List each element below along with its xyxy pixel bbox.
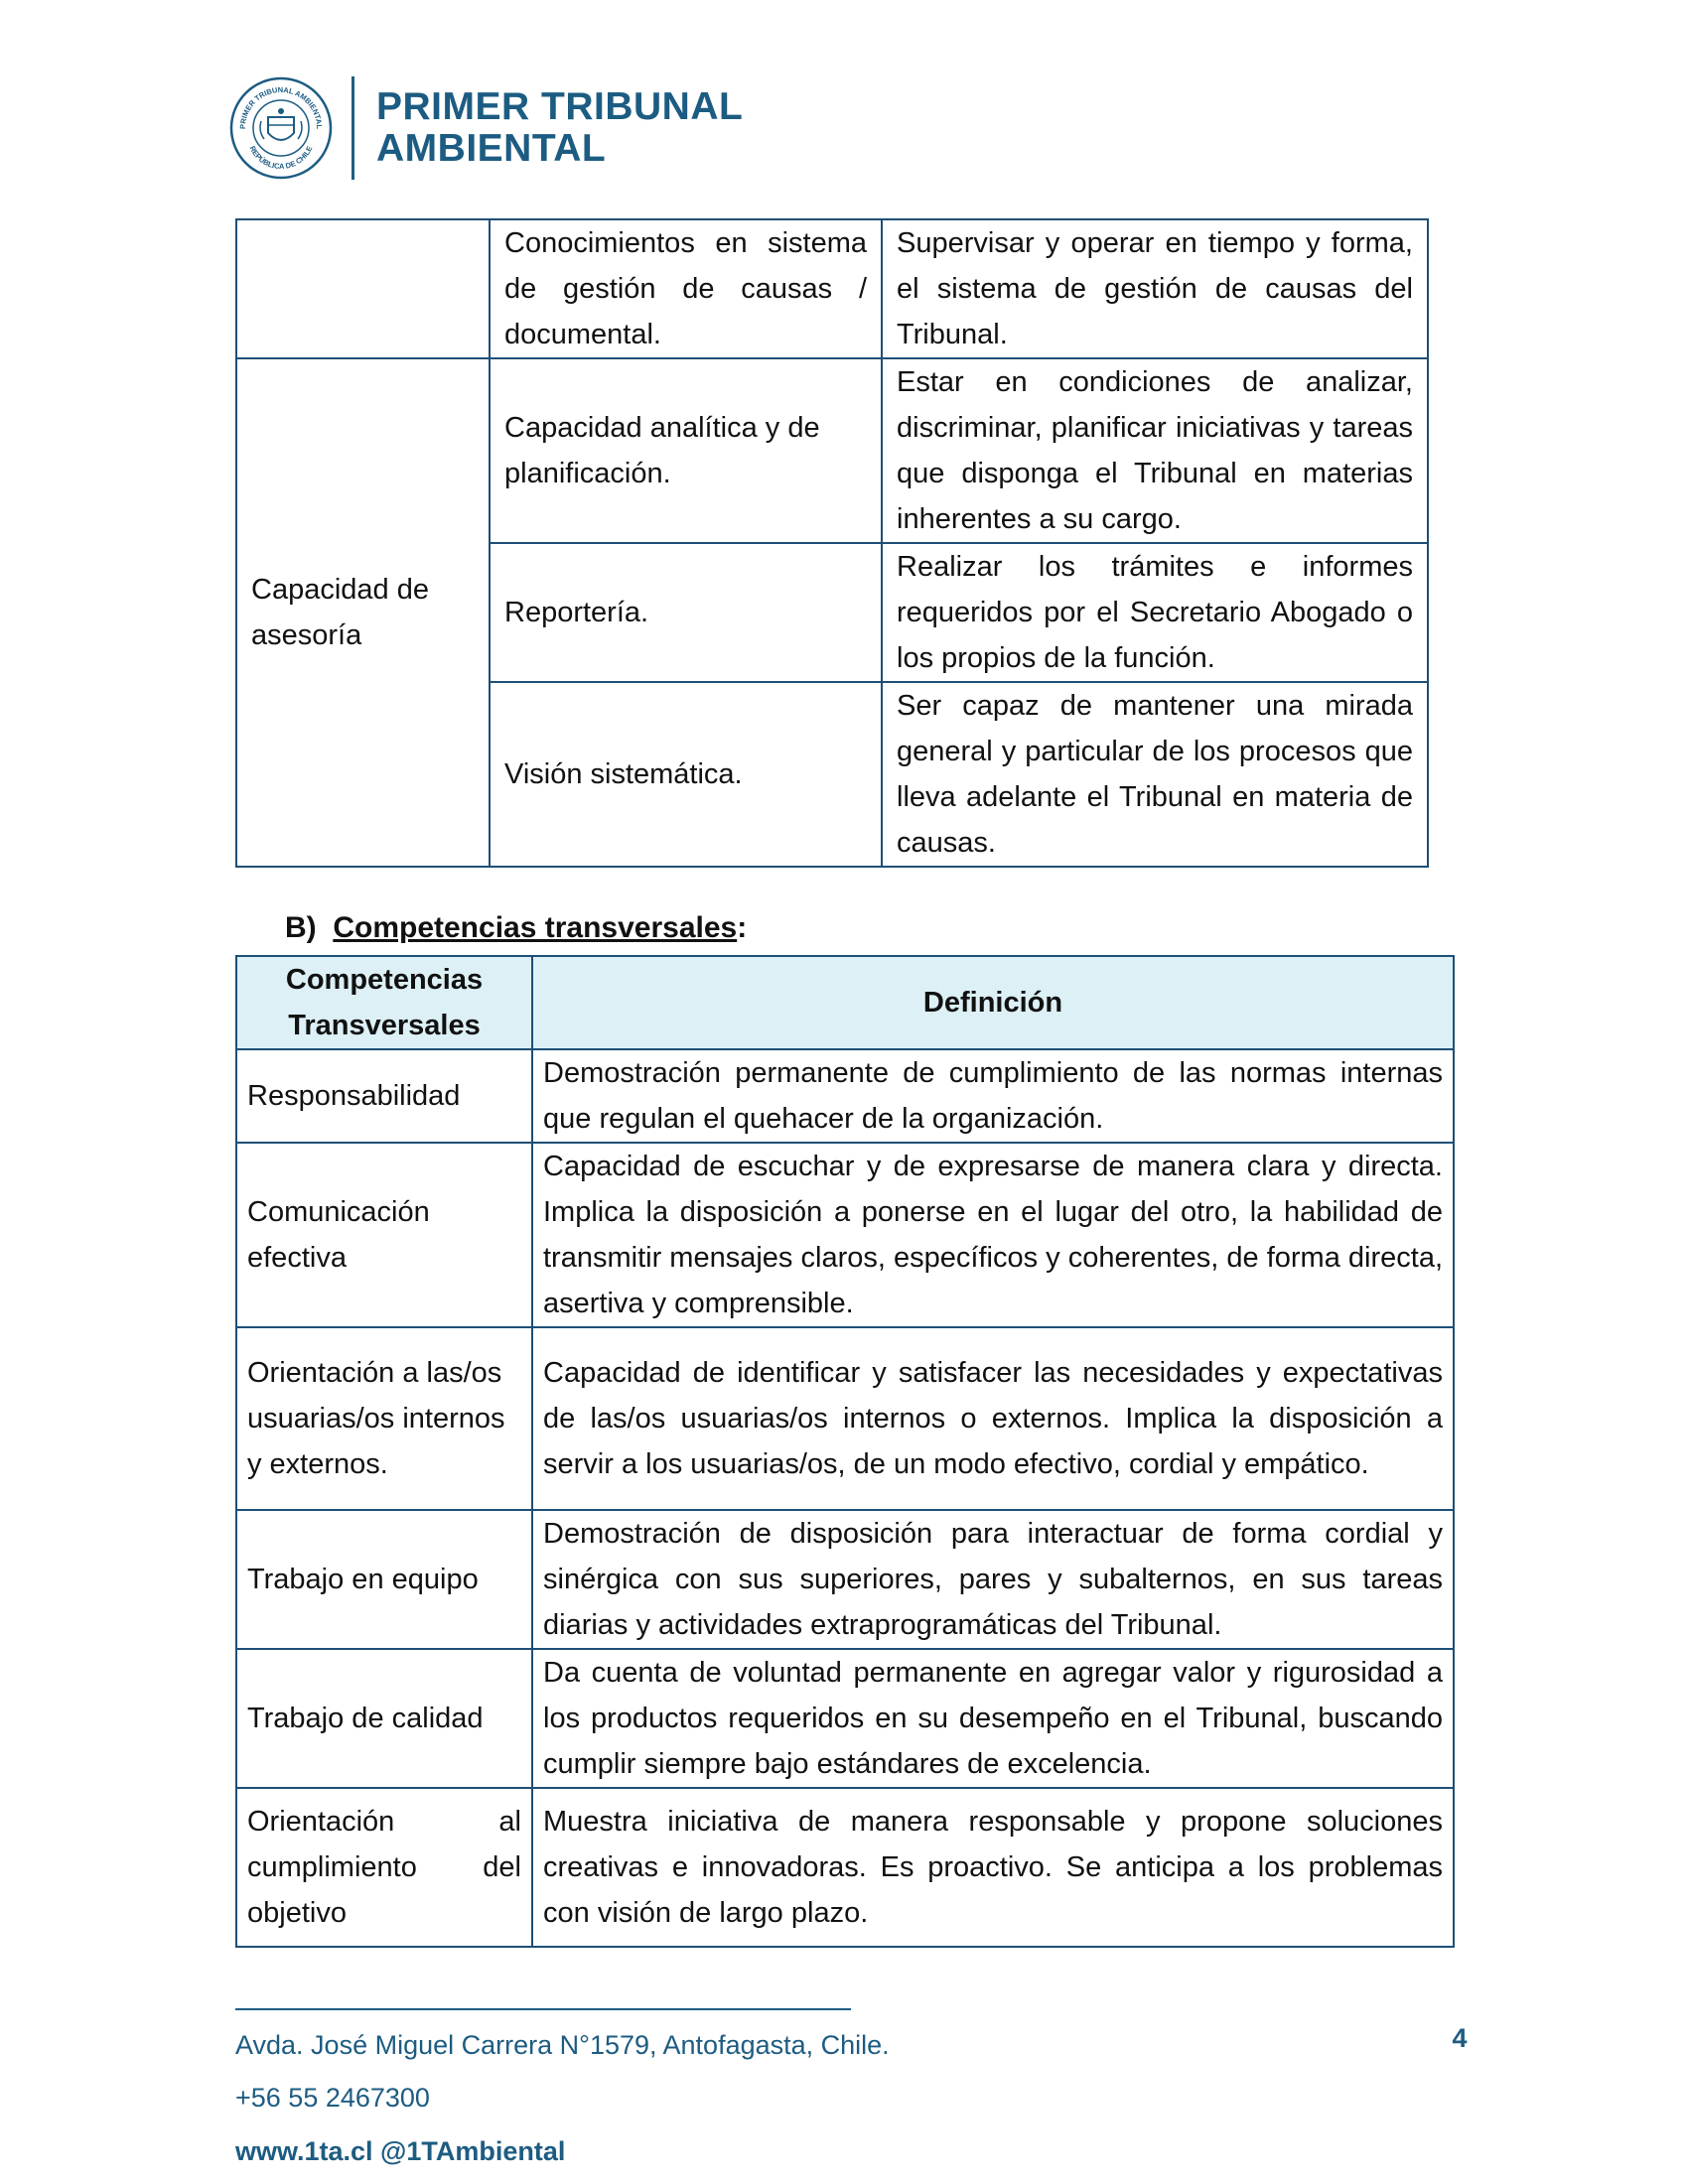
svg-text:REPÚBLICA DE CHILE: REPÚBLICA DE CHILE <box>247 144 315 172</box>
table-row <box>236 1510 1454 1649</box>
column-header-competencies: Competencias Transversales <box>236 956 532 1049</box>
table-row <box>236 219 1428 358</box>
sub-competency-cell: Visión sistemática. <box>490 682 882 867</box>
sub-competency-cell: Reportería. <box>490 543 882 682</box>
footer-phone: +56 55 2467300 <box>235 2083 430 2113</box>
definition-cell: Estar en condiciones de analizar, discriminar, planificar iniciativas y tareas que disponga el Tribunal en materias inherentes a su cargo. <box>882 358 1428 543</box>
definition-cell: Demostración de disposición para interactuar de forma cordial y sinérgica con sus superiores, pares y subalternos, en sus tareas diarias y actividades extraprogramáticas del Tribunal. <box>532 1510 1454 1649</box>
footer-web-link[interactable]: www.1ta.cl @1TAmbiental <box>235 2136 566 2166</box>
specific-competencies-table <box>235 218 1429 868</box>
footer-address: Avda. José Miguel Carrera N°1579, Antofagasta, Chile. <box>235 2030 890 2060</box>
definition-cell: Demostración permanente de cumplimiento de las normas internas que regulan el quehacer de la organización. <box>532 1049 1454 1143</box>
organization-name-line1: PRIMER TRIBUNAL <box>376 85 744 128</box>
organization-name <box>376 86 743 170</box>
section-prefix: B) <box>285 911 317 944</box>
competency-cell: Orientación al cumplimiento del objetivo <box>236 1788 532 1947</box>
definition-cell: Capacidad de identificar y satisfacer las necesidades y expectativas de las/os usuarias/os internos o externos. Implica la disposición a servir a los usuarias/os, de un modo efectivo, cordial y empático. <box>532 1327 1454 1510</box>
transversal-competencies-table <box>235 955 1455 1948</box>
definition-cell: Supervisar y operar en tiempo y forma, el sistema de gestión de causas del Tribunal. <box>882 219 1428 358</box>
table-row <box>236 1649 1454 1788</box>
definition-cell: Da cuenta de voluntad permanente en agregar valor y rigurosidad a los productos requeridos en su desempeño en el Tribunal, buscando cumplir siempre bajo estándares de excelencia. <box>532 1649 1454 1788</box>
definition-cell: Capacidad de escuchar y de expresarse de manera clara y directa. Implica la disposición a ponerse en el lugar del otro, la habilidad de transmitir mensajes claros, específicos y coherentes, de forma directa, asertiva y comprensible. <box>532 1143 1454 1327</box>
footer-divider <box>235 2008 851 2010</box>
definition-cell: Ser capaz de mantener una mirada general y particular de los procesos que lleva adelante el Tribunal en materia de causas. <box>882 682 1428 867</box>
sub-competency-cell: Conocimientos en sistema de gestión de causas / documental. <box>490 219 882 358</box>
table-row <box>236 1049 1454 1143</box>
table-row <box>236 358 1428 543</box>
competency-cell: Trabajo en equipo <box>236 1510 532 1649</box>
table-row <box>236 1327 1454 1510</box>
definition-cell: Muestra iniciativa de manera responsable y propone soluciones creativas e innovadoras. Es proactivo. Se anticipa a los problemas con visión de largo plazo. <box>532 1788 1454 1947</box>
organization-name-line2: AMBIENTAL <box>376 127 607 170</box>
table-row <box>236 1143 1454 1327</box>
table-header-row <box>236 956 1454 1049</box>
svg-text:PRIMER TRIBUNAL AMBIENTAL: PRIMER TRIBUNAL AMBIENTAL <box>237 84 325 130</box>
competency-cell: Trabajo de calidad <box>236 1649 532 1788</box>
section-heading <box>285 905 747 951</box>
page-number: 4 <box>1452 2023 1468 2053</box>
competency-cell: Capacidad de asesoría <box>236 358 490 867</box>
column-header-definition: Definición <box>532 956 1454 1049</box>
competency-cell: Orientación a las/os usuarias/os internos y externos. <box>236 1327 532 1510</box>
competency-cell: Responsabilidad <box>236 1049 532 1143</box>
competency-cell <box>236 219 490 358</box>
competency-cell: Comunicación efectiva <box>236 1143 532 1327</box>
section-suffix: : <box>737 911 748 944</box>
sub-competency-cell: Capacidad analítica y de planificación. <box>490 358 882 543</box>
letterhead <box>228 73 743 183</box>
tribunal-seal-icon <box>228 75 334 181</box>
header-divider <box>352 76 354 180</box>
table-row <box>236 1788 1454 1947</box>
section-title: Competencias transversales <box>333 911 738 944</box>
definition-cell: Realizar los trámites e informes requeridos por el Secretario Abogado o los propios de la función. <box>882 543 1428 682</box>
